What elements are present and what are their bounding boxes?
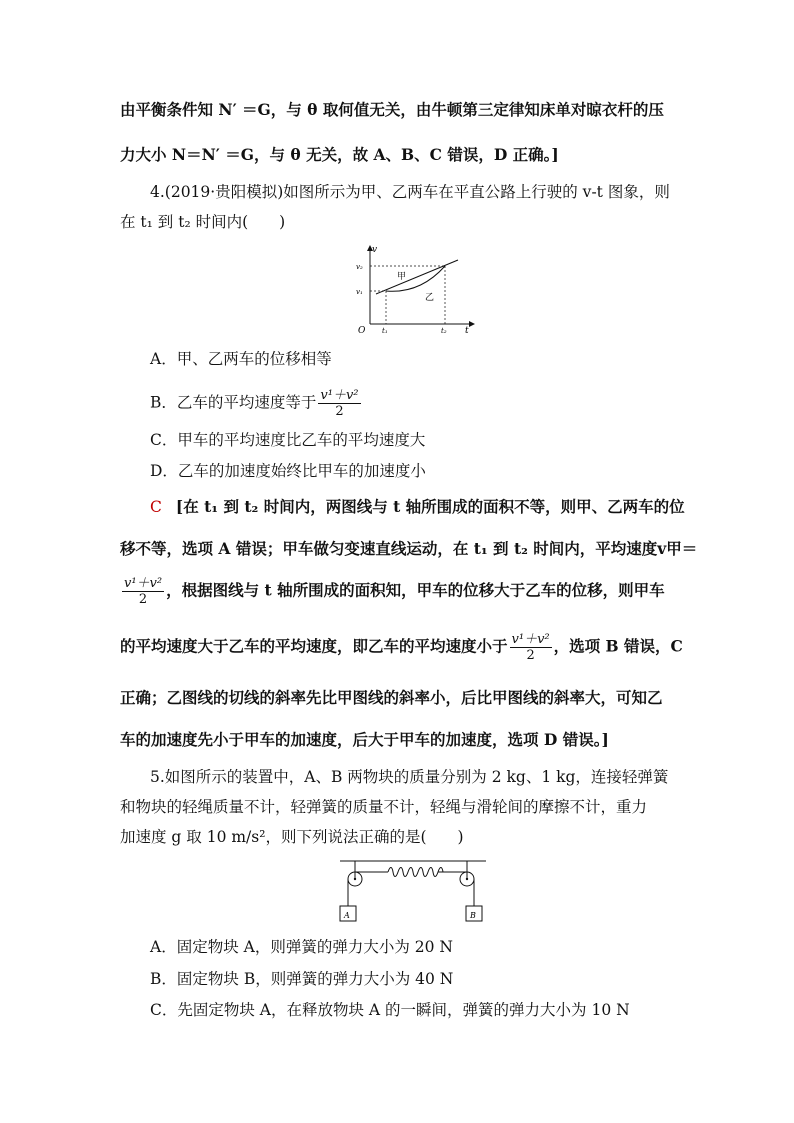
left-pulley-hub <box>354 878 356 880</box>
frac-numerator: v¹＋v² <box>511 632 550 647</box>
q4-explanation-line-6: 车的加速度先小于甲车的加速度，后大于甲车的加速度，选项 D 错误。] <box>120 730 609 749</box>
frac-numerator: v¹＋v² <box>124 576 163 591</box>
prev-answer-line-2: 力大小 N＝N′ ＝G，与 θ 无关，故 A、B、C 错误，D 正确。] <box>120 145 559 164</box>
prev-answer-line-1: 由平衡条件知 N′ ＝G，与 θ 取何值无关，由牛顿第三定律知床单对晾衣杆的压 <box>120 100 664 119</box>
q4-explanation-line-4 <box>120 632 683 663</box>
q4-answer-letter: C <box>150 498 162 516</box>
q4-vt-graph <box>350 242 480 334</box>
q4-stem-line-1: 4.(2019·贵阳模拟)如图所示为甲、乙两车在平直公路上行驶的 v-t 图象，则 <box>150 183 670 201</box>
q5-stem-line-2: 和物块的轻绳质量不计，轻弹簧的质量不计，轻绳与滑轮间的摩擦不计，重力 <box>120 798 648 816</box>
t-axis-label: t <box>465 326 469 334</box>
jia-label: 甲 <box>397 272 407 282</box>
v-axis-label: v <box>372 245 378 255</box>
q5-option-c: C．先固定物块 A，在释放物块 A 的一瞬间，弹簧的弹力大小为 10 N <box>150 1001 630 1019</box>
yi-curve <box>386 266 445 291</box>
q4-explanation-line-3 <box>120 576 665 607</box>
q4-stem-line-2: 在 t₁ 到 t₂ 时间内( ) <box>120 213 286 231</box>
q4-exp-fraction-1 <box>122 576 164 607</box>
frac-denominator: 2 <box>526 648 535 663</box>
q4-exp-fraction-2 <box>510 632 552 663</box>
q5-option-b: B．固定物块 B，则弹簧的弹力大小为 40 N <box>150 970 454 988</box>
frac-numerator: v¹＋v² <box>320 388 359 403</box>
q4-option-a: A．甲、乙两车的位移相等 <box>150 350 332 368</box>
q5-pulley-spring-figure <box>338 856 490 928</box>
q4-exp-text-4a: 的平均速度大于乙车的平均速度，即乙车的平均速度小于 <box>120 636 508 656</box>
q4-option-b <box>150 388 363 419</box>
t2-label: t₂ <box>441 327 447 334</box>
right-pulley-hub <box>466 878 468 880</box>
t1-label: t₁ <box>382 327 388 334</box>
q4-explanation-line-2: 移不等，选项 A 错误；甲车做匀变速直线运动，在 t₁ 到 t₂ 时间内，平均速度v甲＝ <box>120 539 698 558</box>
yi-label: 乙 <box>425 293 435 303</box>
jia-line <box>376 260 458 294</box>
v2-label: v₂ <box>356 263 363 271</box>
q4-option-d: D．乙车的加速度始终比甲车的加速度小 <box>150 462 426 480</box>
origin-label: O <box>358 326 366 334</box>
q4-option-c: C．甲车的平均速度比乙车的平均速度大 <box>150 431 426 449</box>
q4-exp-text-1: [在 t₁ 到 t₂ 时间内，两图线与 t 轴所围成的面积不等，则甲、乙两车的位 <box>175 497 685 516</box>
q4-exp-text-3: ，根据图线与 t 轴所围成的面积知，甲车的位移大于乙车的位移，则甲车 <box>166 580 665 600</box>
q4-explanation-line-5: 正确；乙图线的切线的斜率先比甲图线的斜率小，后比甲图线的斜率大，可知乙 <box>120 688 663 707</box>
spring <box>388 868 443 877</box>
q4-exp-text-4b: ，选项 B 错误，C <box>553 636 683 656</box>
q4-explanation-line-1 <box>150 497 685 517</box>
frac-denominator: 2 <box>138 592 148 607</box>
q5-option-a: A．固定物块 A，则弹簧的弹力大小为 20 N <box>150 938 453 956</box>
q4-option-b-fraction <box>318 388 360 419</box>
frac-denominator: 2 <box>335 404 344 419</box>
block-a-label: A <box>344 911 350 920</box>
q5-stem-line-3: 加速度 g 取 10 m/s²，则下列说法正确的是( ) <box>120 828 464 846</box>
v1-label: v₁ <box>356 288 363 296</box>
block-b-label: B <box>470 911 476 920</box>
q4-option-b-text: B．乙车的平均速度等于 <box>150 393 317 412</box>
q5-stem-line-1: 5.如图所示的装置中，A、B 两物块的质量分别为 2 kg、1 kg，连接轻弹簧 <box>150 768 669 786</box>
